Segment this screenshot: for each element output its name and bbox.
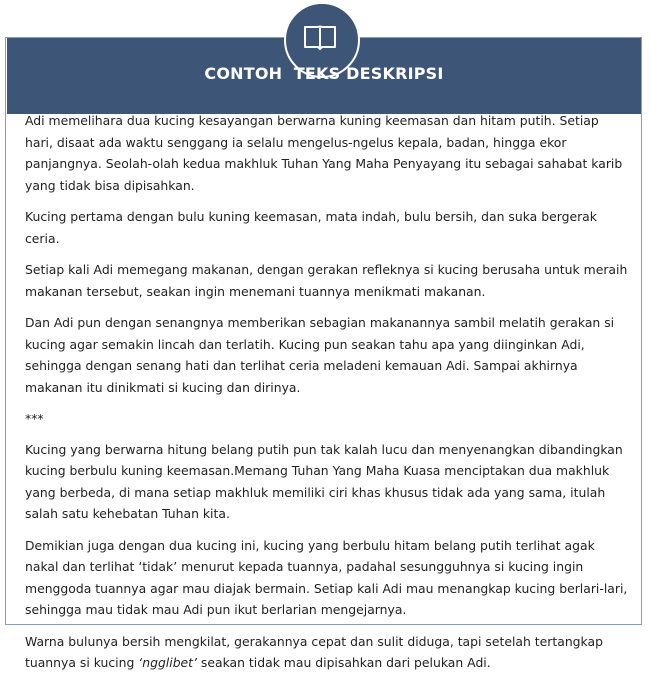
paragraph-last: [25, 631, 629, 674]
paragraph: Adi memelihara dua kucing kesayangan berwarna kuning keemasan dan hitam putih. Setiap hari, disaat ada waktu senggang ia selalu mengelus-ngelus kepala, badan, hingga ekor panjangnya. Seolah-olah kedua makhluk Tuhan Yang Maha Penyayang itu sebagai sahabat karib yang tidak bisa dipisahkan.: [25, 113, 623, 193]
paragraph: Dan Adi pun dengan senangnya memberikan sebagian makanannya sambil melatih gerakan si kucing agar semakin lincah dan terlatih. Kucing pun seakan tahu apa yang diinginkan Adi, sehingga dengan senang hati dan terlihat ceria meladeni kemauan Adi. Sampai akhirnya makanan itu dinikmati si kucing dan dirinya.: [25, 315, 615, 395]
paragraph-text: Warna bulunya bersih mengkilat, gerakannya cepat dan sulit diduga, tapi setelah tertangkap tuannya si kucing: [25, 633, 603, 670]
section-separator: ***: [25, 411, 44, 426]
paragraph: Kucing pertama dengan bulu kuning keemasan, mata indah, bulu bersih, dan suka bergerak ceria.: [25, 209, 597, 246]
paragraph-text: seakan tidak mau dipisahkan dari pelukan Adi.: [196, 655, 491, 670]
paragraph: Setiap kali Adi memegang makanan, dengan gerakan refleknya si kucing berusaha untuk meraih makanan tersebut, seakan ingin menemani tuannya menikmati makanan.: [25, 262, 628, 299]
page-title: CONTOH TEKS DESKRIPSI: [204, 64, 444, 83]
article-body: [25, 110, 629, 684]
paragraph: Demikian juga dengan dua kucing ini, kucing yang berbulu hitam belang putih terlihat agak nakal dan terlihat ‘tidak’ menurut kepada tuannya, padahal sesungguhnya si kucing ingin menggoda tuannya agar mau diajak bermain. Setiap kali Adi mau menangkap kucing berlari-lari, sehingga mau tidak mau Adi pun ikut berlarian mengejarnya.: [25, 537, 628, 617]
open-book-icon: [303, 24, 337, 50]
italic-term: ‘ngglibet’: [138, 655, 197, 670]
paragraph: Kucing yang berwarna hitung belang putih pun tak kalah lucu dan menyenangkan dibandingkan kucing berbulu kuning keemasan.Memang Tuhan Yang Maha Kuasa menciptakan dua makhluk yang berbeda, di mana setiap makhluk memiliki ciri khas khusus tidak ada yang sama, itulah salah satu kehebatan Tuhan kita.: [25, 441, 623, 521]
